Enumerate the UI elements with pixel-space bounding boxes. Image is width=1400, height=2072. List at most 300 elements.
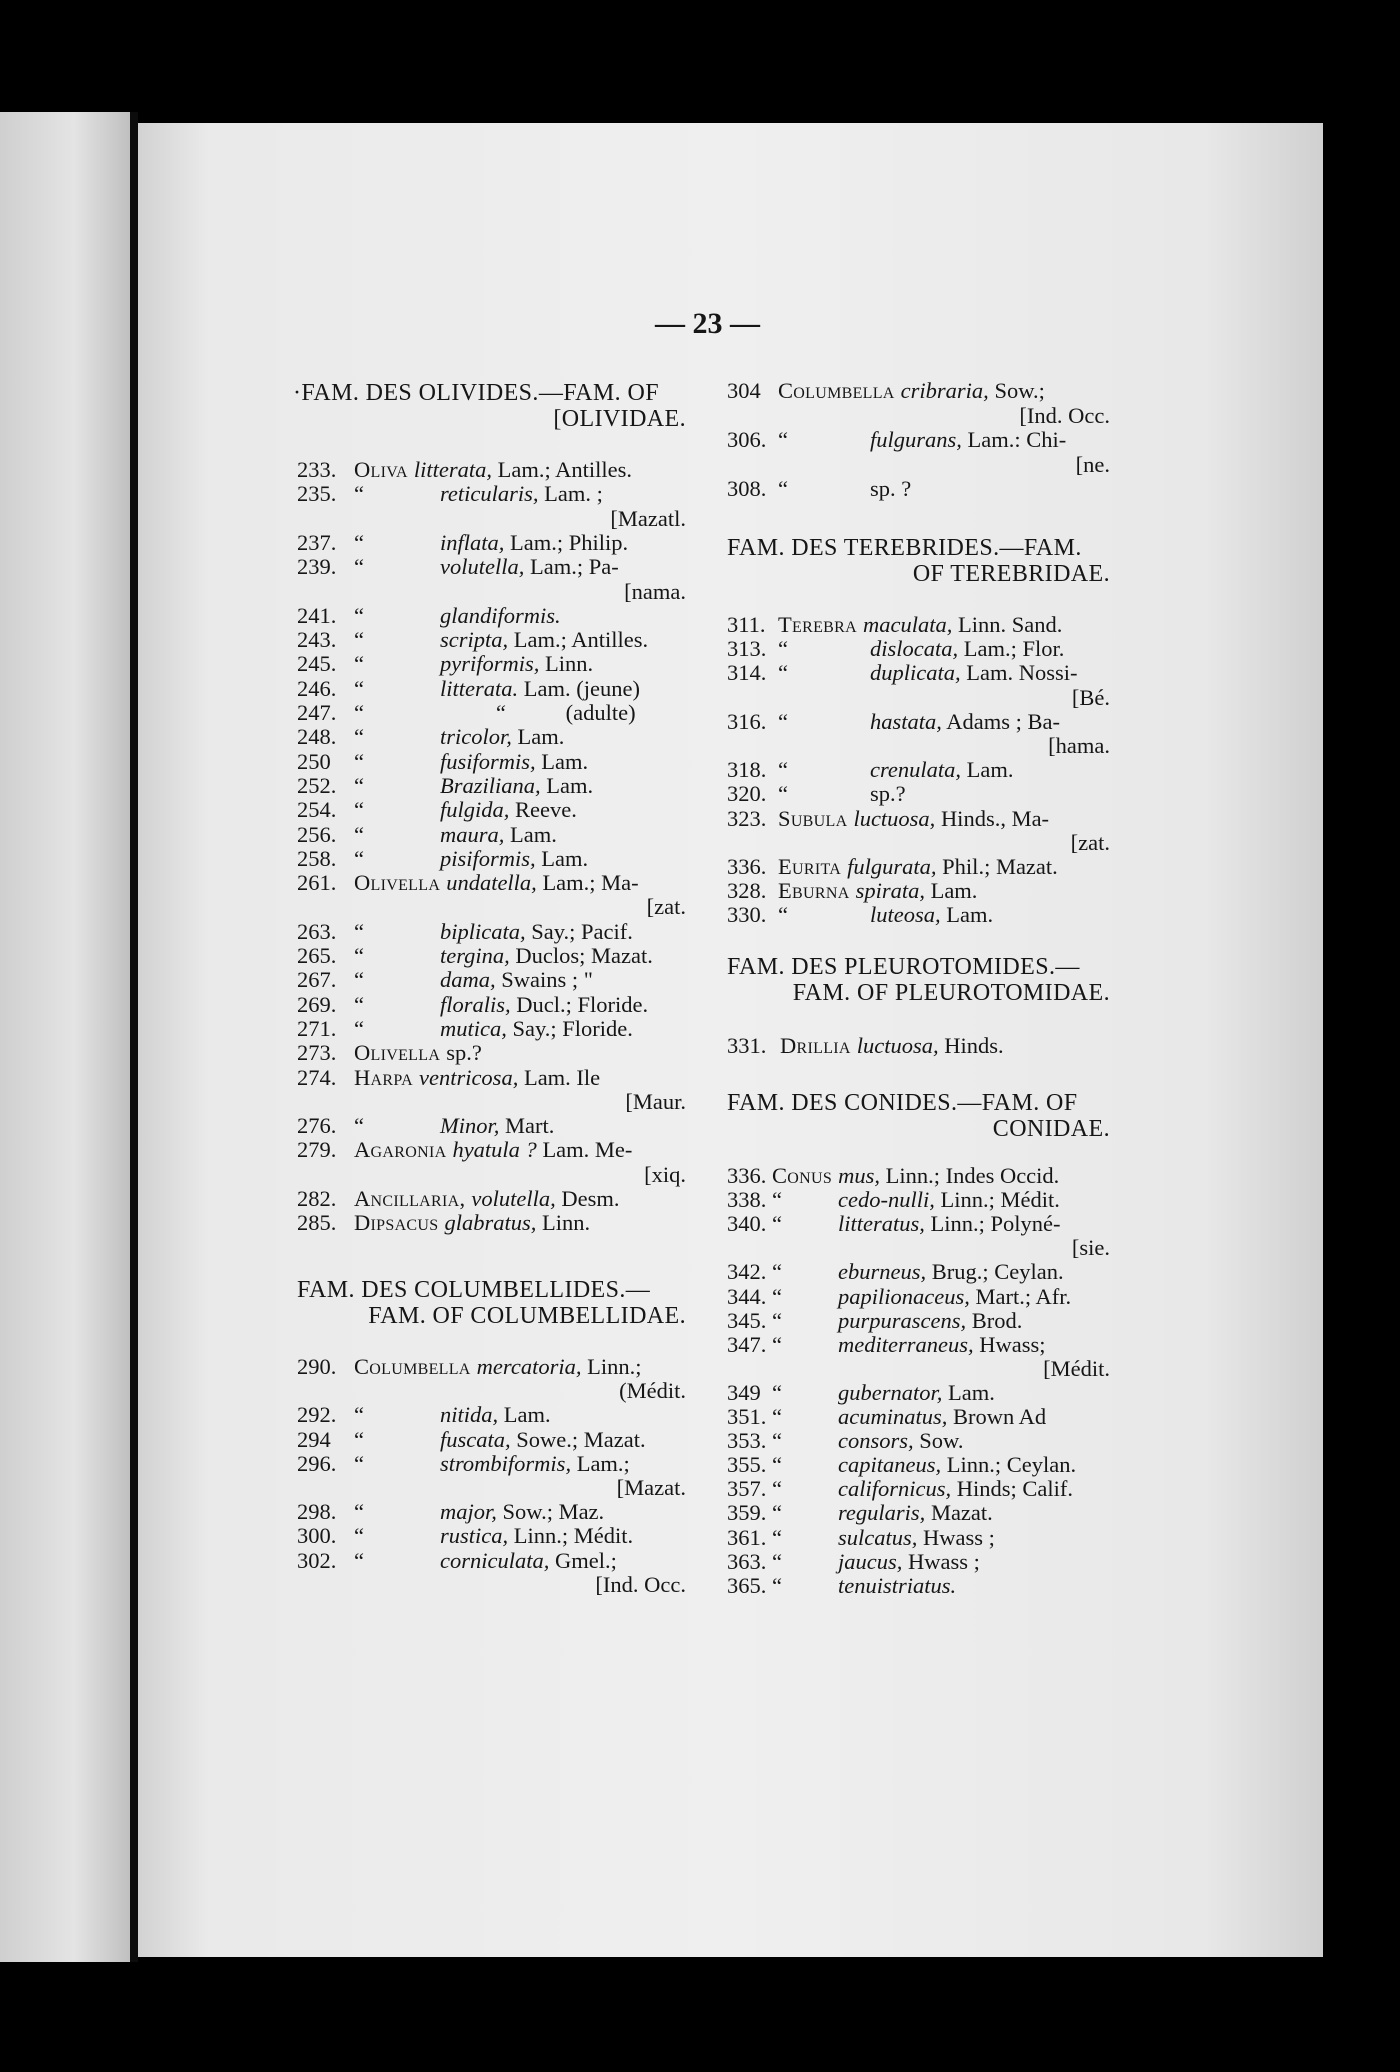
- species-entry: [727, 1500, 993, 1526]
- species-name: ventricosa,: [418, 1064, 519, 1090]
- species-entry: [727, 1573, 956, 1599]
- ditto-mark: “: [354, 627, 364, 653]
- species-name: strombiformis,: [440, 1450, 572, 1476]
- species-entry: [297, 797, 577, 823]
- authority-locality: Linn.; Médit.: [940, 1187, 1060, 1213]
- ditto-mark: “: [772, 1548, 782, 1574]
- continuation-text: [Mazatl.: [610, 505, 686, 531]
- species-name: major,: [440, 1499, 497, 1525]
- family-heading: ·FAM. DES OLIVIDES.—FAM. OF: [293, 380, 659, 406]
- ditto-mark: “: [354, 1015, 364, 1041]
- species-entry: [727, 1211, 1061, 1237]
- entry-number: 263.: [297, 918, 337, 944]
- authority-locality: Hinds; Calif.: [956, 1476, 1073, 1502]
- species-entry: [727, 1428, 963, 1454]
- authority-locality: Linn. Sand.: [957, 612, 1063, 637]
- species-name: purpurascens,: [838, 1307, 967, 1333]
- ditto-mark: “: [778, 781, 788, 807]
- ditto-mark: “: [354, 967, 364, 993]
- species-entry: [727, 1284, 1071, 1310]
- ditto-mark: “: [772, 1187, 782, 1213]
- authority-locality: Reeve.: [515, 797, 577, 823]
- entry-number: 256.: [297, 821, 337, 847]
- species-entry: [297, 1499, 604, 1525]
- species-entry: [297, 1040, 482, 1066]
- ditto-mark: “: [354, 724, 364, 750]
- species-name: tergina,: [440, 943, 510, 968]
- species-name: duplicata,: [870, 660, 961, 686]
- entry-number: 320.: [727, 781, 767, 807]
- entry-number: 340.: [727, 1211, 767, 1237]
- species-entry: [297, 1548, 617, 1574]
- species-name: consors,: [838, 1428, 914, 1454]
- ditto-mark: “: [354, 675, 364, 701]
- species-entry: [297, 967, 593, 993]
- authority-locality: Brown Ad: [953, 1404, 1047, 1429]
- authority-locality: Lam. Nossi-: [966, 660, 1078, 686]
- species-name: cribraria,: [900, 378, 989, 403]
- authority-locality: Brod.: [971, 1307, 1023, 1333]
- authority-locality: sp.?: [446, 1040, 482, 1066]
- species-name: dama,: [440, 967, 496, 993]
- ditto-mark: “: [772, 1211, 782, 1237]
- species-name: gubernator,: [838, 1379, 943, 1405]
- entry-number: 316.: [727, 708, 767, 734]
- continuation-text: [nama.: [624, 578, 686, 604]
- entry-continuation: [1048, 733, 1110, 759]
- authority-locality: Lam.: [510, 821, 557, 847]
- species-name: spirata,: [855, 878, 925, 904]
- genus-name: Oliva: [354, 457, 408, 482]
- species-name: litteratus,: [838, 1211, 925, 1237]
- species-name: floralis,: [440, 991, 511, 1017]
- entry-number: 241.: [297, 602, 337, 628]
- genus-name: Harpa: [354, 1064, 413, 1090]
- species-entry: [727, 1452, 1076, 1478]
- species-name: scripta,: [440, 627, 509, 653]
- page-number: — 23 —: [655, 307, 760, 340]
- species-name: fusiformis,: [440, 748, 536, 774]
- species-name: papilionaceus,: [838, 1283, 970, 1309]
- entry-number: 314.: [727, 660, 767, 686]
- authority-locality: Lam.: [541, 845, 589, 871]
- species-name: cedo-nulli,: [838, 1187, 935, 1213]
- species-entry: [727, 1549, 980, 1575]
- entry-number: 276.: [297, 1113, 337, 1139]
- ditto-mark: “: [772, 1283, 782, 1309]
- species-entry: [297, 919, 633, 945]
- species-name: nitida,: [440, 1402, 499, 1428]
- entry-continuation: [1072, 685, 1110, 711]
- family-heading: FAM. OF COLUMBELLIDAE.: [368, 1303, 686, 1329]
- entry-number: 243.: [297, 627, 337, 653]
- species-name: fulgurata,: [847, 854, 937, 879]
- entry-number: 351.: [727, 1404, 767, 1429]
- ditto-mark: “: [354, 943, 364, 968]
- authority-locality: Lam.; Antilles.: [497, 457, 633, 482]
- species-name: mercatoria,: [476, 1354, 582, 1379]
- continuation-text: [Maur.: [625, 1088, 686, 1114]
- authority-locality: Lam.;: [576, 1450, 630, 1476]
- species-entry: [727, 1308, 1022, 1334]
- authority-locality: Hinds., Ma-: [940, 805, 1050, 831]
- species-name: luctuosa,: [856, 1033, 939, 1058]
- species-name: maura,: [440, 821, 505, 847]
- entry-continuation: [624, 579, 686, 605]
- species-name: mediterraneus,: [838, 1331, 974, 1357]
- authority-locality: Sow.: [919, 1428, 964, 1454]
- continuation-text: (Médit.: [619, 1378, 686, 1404]
- genus-name: Dipsacus: [354, 1210, 439, 1236]
- entry-number: 247.: [297, 700, 337, 725]
- authority-locality: Desm.: [561, 1186, 620, 1211]
- species-entry: [297, 1113, 554, 1139]
- ditto-mark: “: [354, 797, 364, 823]
- authority-locality: Lam. Me-: [542, 1137, 633, 1163]
- species-entry: [297, 773, 593, 799]
- species-name: regularis,: [838, 1500, 926, 1526]
- species-entry: [727, 476, 911, 502]
- species-name: “: [493, 700, 507, 725]
- species-entry: [727, 612, 1062, 638]
- entry-number: 347.: [727, 1331, 767, 1357]
- species-entry: [727, 854, 1058, 880]
- species-name: eburneus,: [838, 1259, 927, 1285]
- entry-continuation: [617, 1475, 686, 1501]
- continuation-text: [Bé.: [1071, 684, 1110, 710]
- authority-locality: Lam.: [503, 1402, 551, 1428]
- ditto-mark: “: [772, 1307, 782, 1333]
- species-entry: [727, 660, 1078, 686]
- entry-continuation: [647, 894, 686, 920]
- ditto-mark: “: [772, 1259, 782, 1285]
- authority-locality: Sow.;: [994, 378, 1045, 403]
- family-heading: FAM. DES COLUMBELLIDES.—: [297, 1277, 651, 1303]
- species-entry: [727, 1332, 1045, 1358]
- ditto-mark: “: [354, 700, 364, 725]
- authority-locality: Lam.; Philip.: [510, 529, 629, 555]
- authority-locality: Sow.; Maz.: [502, 1499, 605, 1525]
- continuation-text: [Médit.: [1043, 1355, 1110, 1381]
- entry-number: 296.: [297, 1450, 337, 1476]
- entry-number: 304: [727, 378, 761, 403]
- family-heading: CONIDAE.: [992, 1116, 1110, 1142]
- entry-number: 313.: [727, 636, 767, 662]
- species-entry: [297, 627, 648, 653]
- authority-locality: Lam.; Flor.: [963, 636, 1065, 662]
- ditto-mark: “: [772, 1452, 782, 1478]
- authority-locality: Lam.: [517, 724, 565, 750]
- species-name: maculata,: [862, 612, 953, 637]
- species-entry: [297, 603, 561, 629]
- authority-locality: Hinds.: [944, 1033, 1004, 1058]
- entry-number: 345.: [727, 1307, 767, 1333]
- ditto-mark: “: [354, 1402, 364, 1428]
- species-entry: [297, 846, 588, 872]
- entry-number: 336.: [727, 1163, 767, 1188]
- genus-name: Columbella: [354, 1354, 471, 1379]
- entry-number: 361.: [727, 1524, 767, 1550]
- ditto-mark: “: [772, 1428, 782, 1454]
- entry-number: 279.: [297, 1137, 337, 1163]
- authority-locality: Gmel.;: [554, 1547, 617, 1573]
- entry-number: 273.: [297, 1040, 337, 1066]
- species-entry: [297, 676, 640, 702]
- ditto-mark: “: [354, 821, 364, 847]
- species-entry: [297, 481, 603, 507]
- entry-number: 363.: [727, 1548, 767, 1574]
- species-entry: [727, 1259, 1064, 1285]
- species-entry: [297, 1210, 590, 1236]
- species-name: luteosa,: [870, 902, 941, 928]
- species-entry: [727, 636, 1064, 662]
- authority-locality: Adams ; Ba-: [946, 708, 1061, 734]
- ditto-mark: “: [772, 1331, 782, 1357]
- genus-name: Terebra: [778, 612, 857, 637]
- species-entry: [297, 1186, 620, 1212]
- species-entry: [727, 902, 993, 928]
- entry-number: 344.: [727, 1283, 767, 1309]
- ditto-mark: “: [778, 636, 788, 662]
- species-entry: [727, 709, 1060, 735]
- ditto-mark: “: [778, 427, 788, 452]
- species-entry: [297, 992, 648, 1018]
- genus-name: Columbella: [778, 378, 895, 403]
- ditto-mark: “: [778, 708, 788, 734]
- ditto-mark: “: [354, 748, 364, 774]
- authority-locality: Say.; Floride.: [512, 1015, 633, 1041]
- entry-continuation: [1076, 452, 1110, 478]
- authority-locality: Linn.; Indes Occid.: [885, 1163, 1060, 1188]
- entry-number: 308.: [727, 476, 767, 501]
- facing-page-edge: [0, 112, 134, 1962]
- species-entry: [297, 1016, 633, 1042]
- species-name: litterata.: [440, 675, 519, 701]
- authority-locality: Lam.: [946, 902, 994, 928]
- entry-number: 298.: [297, 1499, 337, 1525]
- ditto-mark: “: [772, 1379, 782, 1405]
- authority-locality: sp. ?: [870, 476, 912, 501]
- authority-locality: Hwass ;: [908, 1548, 980, 1574]
- species-entry: [727, 757, 1014, 783]
- continuation-text: [zat.: [1070, 829, 1110, 855]
- entry-number: 261.: [297, 870, 337, 896]
- species-entry: [727, 1187, 1060, 1213]
- ditto-mark: “: [354, 529, 364, 555]
- species-entry: [727, 1525, 995, 1551]
- species-entry: [297, 749, 588, 775]
- entry-number: 246.: [297, 675, 337, 701]
- entry-number: 306.: [727, 427, 767, 452]
- entry-continuation: [1072, 1235, 1110, 1261]
- entry-number: 290.: [297, 1354, 337, 1379]
- entry-number: 267.: [297, 967, 337, 993]
- entry-number: 292.: [297, 1402, 337, 1428]
- species-entry: [727, 1033, 1004, 1059]
- species-entry: [727, 427, 1066, 453]
- species-entry: [297, 530, 628, 556]
- ditto-mark: “: [778, 660, 788, 686]
- entry-number: 235.: [297, 481, 337, 507]
- species-name: hyatula ?: [452, 1137, 537, 1163]
- species-name: fuscata,: [440, 1426, 511, 1452]
- entry-continuation: [595, 1572, 686, 1598]
- species-name: corniculata,: [440, 1547, 550, 1573]
- genus-name: Subula: [778, 805, 848, 831]
- ditto-mark: “: [354, 991, 364, 1017]
- family-heading: FAM. DES CONIDES.—FAM. OF: [727, 1090, 1078, 1116]
- ditto-mark: “: [772, 1524, 782, 1550]
- authority-locality: Swains ; ": [501, 967, 593, 993]
- entry-number: 239.: [297, 554, 337, 580]
- entry-number: 328.: [727, 878, 767, 904]
- authority-locality: sp.?: [870, 781, 906, 807]
- authority-locality: Lam.: [966, 757, 1014, 783]
- authority-locality: Mart.: [505, 1113, 555, 1139]
- entry-number: 254.: [297, 797, 337, 823]
- entry-number: 323.: [727, 805, 767, 831]
- entry-continuation: [644, 1162, 686, 1188]
- entry-continuation: [619, 1378, 686, 1404]
- authority-locality: Lam.: [541, 748, 589, 774]
- continuation-text: [Mazat.: [616, 1475, 686, 1500]
- ditto-mark: “: [772, 1572, 782, 1598]
- species-entry: [297, 700, 636, 726]
- species-entry: [727, 1163, 1059, 1189]
- authority-locality: Lam.: [930, 878, 978, 904]
- species-entry: [297, 870, 639, 896]
- entry-continuation: [625, 1089, 686, 1115]
- authority-locality: Hwass ;: [923, 1524, 995, 1550]
- authority-locality: Duclos; Mazat.: [515, 943, 653, 968]
- entry-continuation: [610, 506, 686, 532]
- species-entry: [727, 806, 1049, 832]
- continuation-text: [Ind. Occ.: [595, 1571, 686, 1597]
- entry-number: 330.: [727, 902, 767, 928]
- authority-locality: Mazat.: [930, 1500, 993, 1526]
- ditto-mark: “: [354, 602, 364, 628]
- ditto-mark: “: [354, 1450, 364, 1476]
- species-name: volutella,: [471, 1186, 556, 1211]
- family-heading: FAM. DES PLEUROTOMIDES.—: [727, 954, 1080, 980]
- ditto-mark: “: [772, 1404, 782, 1429]
- authority-locality: (adulte): [565, 700, 636, 725]
- ditto-mark: “: [354, 554, 364, 580]
- ditto-mark: “: [354, 1547, 364, 1573]
- species-name: tenuistriatus.: [838, 1572, 957, 1598]
- species-entry: [297, 1354, 641, 1380]
- ditto-mark: “: [354, 1499, 364, 1525]
- entry-number: 331.: [727, 1033, 767, 1058]
- species-name: crenulata,: [870, 757, 962, 783]
- entry-number: 265.: [297, 943, 337, 968]
- species-name: capitaneus,: [838, 1452, 942, 1478]
- entry-number: 318.: [727, 757, 767, 783]
- authority-locality: Lam.; Antilles.: [513, 627, 649, 653]
- species-name: fulgida,: [440, 797, 510, 823]
- entry-number: 258.: [297, 845, 337, 871]
- genus-name: Conus: [772, 1163, 833, 1188]
- ditto-mark: “: [778, 757, 788, 783]
- entry-number: 282.: [297, 1186, 337, 1211]
- entry-number: 353.: [727, 1428, 767, 1454]
- authority-locality: Linn.; Polyné-: [930, 1211, 1061, 1237]
- authority-locality: Ducl.; Floride.: [516, 991, 649, 1017]
- authority-locality: Hwass;: [979, 1331, 1046, 1357]
- species-name: sulcatus,: [838, 1524, 918, 1550]
- authority-locality: Linn.; Ceylan.: [946, 1452, 1077, 1478]
- species-name: volutella,: [440, 554, 525, 580]
- authority-locality: Mart.; Afr.: [975, 1283, 1072, 1309]
- species-entry: [727, 1380, 995, 1406]
- species-name: mutica,: [440, 1015, 507, 1041]
- species-name: undatella,: [446, 870, 537, 896]
- genus-name: Eurita: [778, 854, 842, 879]
- species-name: acuminatus,: [838, 1404, 948, 1429]
- ditto-mark: “: [354, 918, 364, 944]
- entry-number: 302.: [297, 1547, 337, 1573]
- entry-number: 365.: [727, 1572, 767, 1598]
- continuation-text: [hama.: [1048, 733, 1110, 758]
- authority-locality: Lam.: [546, 772, 594, 798]
- species-entry: [297, 1065, 600, 1091]
- entry-number: 355.: [727, 1452, 767, 1478]
- entry-number: 285.: [297, 1210, 337, 1236]
- species-entry: [297, 457, 632, 483]
- ditto-mark: “: [778, 476, 788, 501]
- species-entry: [727, 1404, 1046, 1430]
- genus-name: Agaronia: [354, 1137, 447, 1163]
- species-name: mus,: [838, 1163, 880, 1188]
- genus-name: Eburna: [778, 878, 850, 904]
- ditto-mark: “: [354, 1426, 364, 1452]
- species-name: tricolor,: [440, 724, 512, 750]
- ditto-mark: “: [354, 481, 364, 507]
- entry-number: 271.: [297, 1015, 337, 1041]
- authority-locality: Lam.: [948, 1379, 995, 1405]
- species-name: litterata,: [413, 457, 493, 482]
- authority-locality: Lam. (jeune): [523, 675, 640, 701]
- authority-locality: Linn.: [545, 651, 594, 677]
- entry-number: 357.: [727, 1476, 767, 1502]
- entry-number: 274.: [297, 1064, 337, 1090]
- species-name: inflata,: [440, 529, 505, 555]
- family-heading: [OLIVIDAE.: [553, 406, 686, 432]
- continuation-text: [zat.: [646, 894, 686, 920]
- genus-name: Olivella: [354, 1040, 441, 1066]
- family-heading: FAM. DES TEREBRIDES.—FAM.: [727, 535, 1082, 561]
- species-entry: [297, 651, 593, 677]
- species-name: rustica,: [440, 1523, 509, 1549]
- entry-number: 269.: [297, 991, 337, 1017]
- species-entry: [727, 878, 977, 904]
- species-name: pisiformis,: [440, 845, 536, 871]
- species-entry: [727, 781, 906, 807]
- species-entry: [297, 724, 564, 750]
- entry-number: 359.: [727, 1500, 767, 1526]
- ditto-mark: “: [354, 845, 364, 871]
- species-entry: [297, 1427, 646, 1453]
- authority-locality: Lam.: Chi-: [967, 427, 1067, 452]
- species-name: luctuosa,: [853, 805, 936, 831]
- entry-number: 342.: [727, 1259, 767, 1285]
- continuation-text: [ne.: [1075, 451, 1110, 477]
- entry-number: 349: [727, 1379, 761, 1405]
- species-name: reticularis,: [440, 481, 539, 507]
- authority-locality: Sowe.; Mazat.: [516, 1426, 646, 1452]
- entry-number: 294: [297, 1426, 331, 1452]
- authority-locality: Phil.; Mazat.: [942, 854, 1058, 879]
